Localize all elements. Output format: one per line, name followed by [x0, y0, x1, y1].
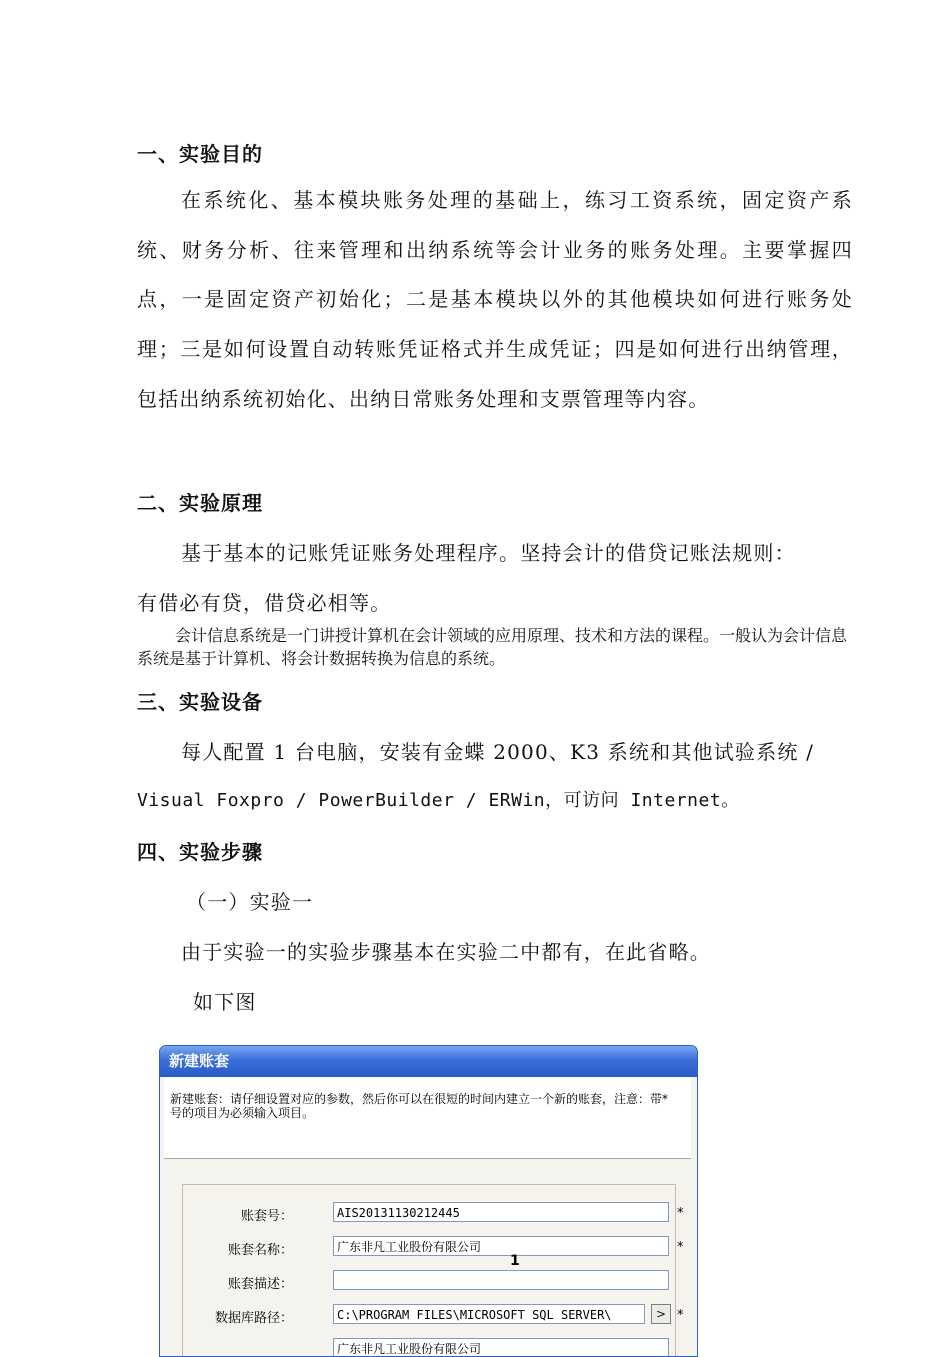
section-2-line-1: 基于基本的记账凭证账务处理程序。坚持会计的借贷记账法规则： — [181, 541, 796, 565]
account-description-label: 账套描述： — [227, 1277, 293, 1292]
section-1-title: 一、实验目的 — [137, 142, 263, 166]
account-name-required: * — [677, 1240, 684, 1255]
account-name-input[interactable]: 广东非凡工业股份有限公司 — [333, 1236, 669, 1256]
account-number-label: 账套号： — [240, 1209, 293, 1224]
section-4-line-1: 由于实验一的实验步骤基本在实验二中都有，在此省略。 — [181, 940, 711, 964]
section-4-title: 四、实验步骤 — [137, 840, 263, 864]
dialog-title: 新建账套 — [160, 1046, 697, 1077]
account-number-required: * — [677, 1206, 684, 1221]
section-2-note: 会计信息系统是一门讲授计算机在会计领域的应用原理、技术和方法的课程。一般认为会计信息系统是基于计算机、将会计数据转换为信息的系统。 — [137, 626, 848, 668]
account-settings-group — [182, 1184, 684, 1357]
database-path-label: 数据库路径： — [214, 1311, 293, 1326]
browse-button[interactable]: > — [651, 1304, 671, 1324]
section-4-line-2: 如下图 — [193, 990, 257, 1014]
section-2-title: 二、实验原理 — [137, 491, 263, 515]
section-4-subtitle: （一）实验一 — [186, 890, 314, 914]
section-3-line-2: Visual Foxpro / PowerBuilder / ERWin，可访问 Internet。 — [137, 790, 740, 811]
account-description-input[interactable] — [333, 1270, 669, 1290]
section-3-title: 三、实验设备 — [137, 690, 263, 714]
partial-row-input[interactable]: 广东非凡工业股份有限公司 — [333, 1338, 669, 1357]
account-name-label: 账套名称： — [227, 1243, 293, 1258]
section-3-line-1: 每人配置 1 台电脑，安装有金蝶 2000、K3 系统和其他试验系统 / — [181, 740, 815, 764]
section-1-body: 在系统化、基本模块账务处理的基础上，练习工资系统，固定资产系统、财务分析、往来管理和出纳系统等会计业务的账务处理。主要掌握四点，一是固定资产初始化；二是基本模块以外的其他模块如何进行账务处理；三是如何设置自动转账凭证格式并生成凭证；四是如何进行出纳管理，包括出纳系统初始化、出纳日常账务处理和支票管理等内容。 — [137, 188, 853, 411]
database-path-input[interactable]: C:\PROGRAM FILES\MICROSOFT SQL SERVER\ — [333, 1304, 645, 1324]
database-path-required: * — [677, 1308, 684, 1323]
new-account-dialog — [159, 1045, 698, 1357]
dialog-description: 新建账套：请仔细设置对应的参数，然后你可以在很短的时间内建立一个新的账套，注意：带*号的项目为必须输入项目。 — [170, 1092, 669, 1120]
annotation-marker: 1 — [510, 1253, 520, 1269]
section-2-line-2: 有借必有贷，借贷必相等。 — [137, 591, 392, 615]
dialog-description-area — [164, 1078, 691, 1159]
account-number-input[interactable]: AIS20131130212445 — [333, 1202, 669, 1222]
